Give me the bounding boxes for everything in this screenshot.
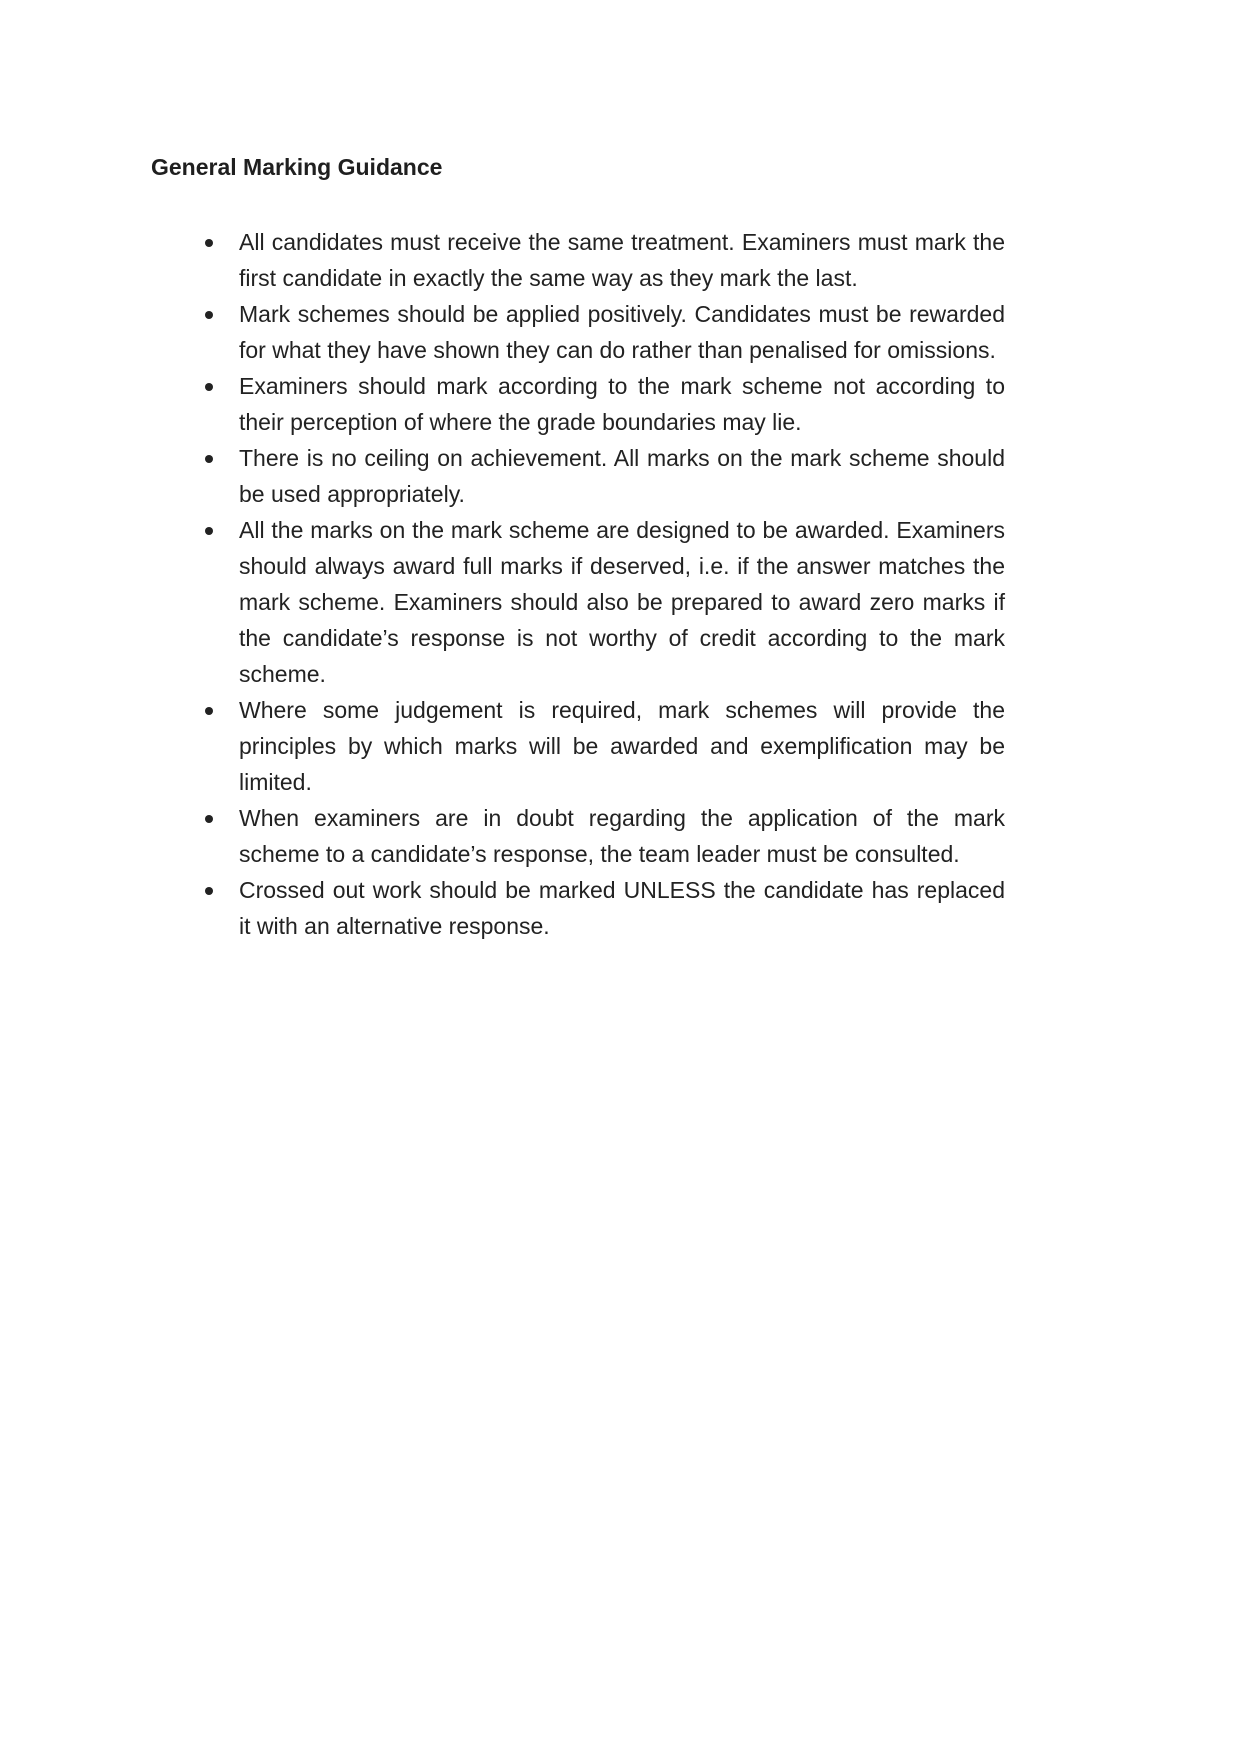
bullet-icon (205, 887, 213, 895)
list-item-text: When examiners are in doubt regarding the application of the mark scheme to a candidate’s response, the team leader must be consulted. (239, 805, 1005, 867)
list-item-text: There is no ceiling on achievement. All marks on the mark scheme should be used appropriately. (239, 445, 1005, 507)
list-item (239, 440, 1005, 512)
list-item-text: Mark schemes should be applied positively. Candidates must be rewarded for what they have shown they can do rather than penalised for omissions. (239, 301, 1005, 363)
bullet-icon (205, 455, 213, 463)
bullet-icon (205, 707, 213, 715)
list-item-text: All the marks on the mark scheme are designed to be awarded. Examiners should always award full marks if deserved, i.e. if the answer matches the mark scheme. Examiners should also be prepared to award zero marks if the candidate’s response is not worthy of credit according to the mark scheme. (239, 517, 1005, 687)
page-title: General Marking Guidance (151, 154, 443, 180)
bullet-icon (205, 383, 213, 391)
bullet-icon (205, 311, 213, 319)
list-item (239, 296, 1005, 368)
list-item-text: All candidates must receive the same treatment. Examiners must mark the first candidate in exactly the same way as they mark the last. (239, 229, 1005, 291)
list-item (239, 692, 1005, 800)
bullet-icon (205, 815, 213, 823)
list-item (239, 512, 1005, 692)
list-item-text: Where some judgement is required, mark schemes will provide the principles by which marks will be awarded and exemplification may be limited. (239, 697, 1005, 795)
bullet-icon (205, 239, 213, 247)
guidance-list (239, 224, 1005, 944)
list-item (239, 368, 1005, 440)
bullet-icon (205, 527, 213, 535)
list-item (239, 872, 1005, 944)
list-item-text: Examiners should mark according to the mark scheme not according to their perception of where the grade boundaries may lie. (239, 373, 1005, 435)
list-item (239, 224, 1005, 296)
list-item (239, 800, 1005, 872)
list-item-text: Crossed out work should be marked UNLESS the candidate has replaced it with an alternative response. (239, 877, 1005, 939)
